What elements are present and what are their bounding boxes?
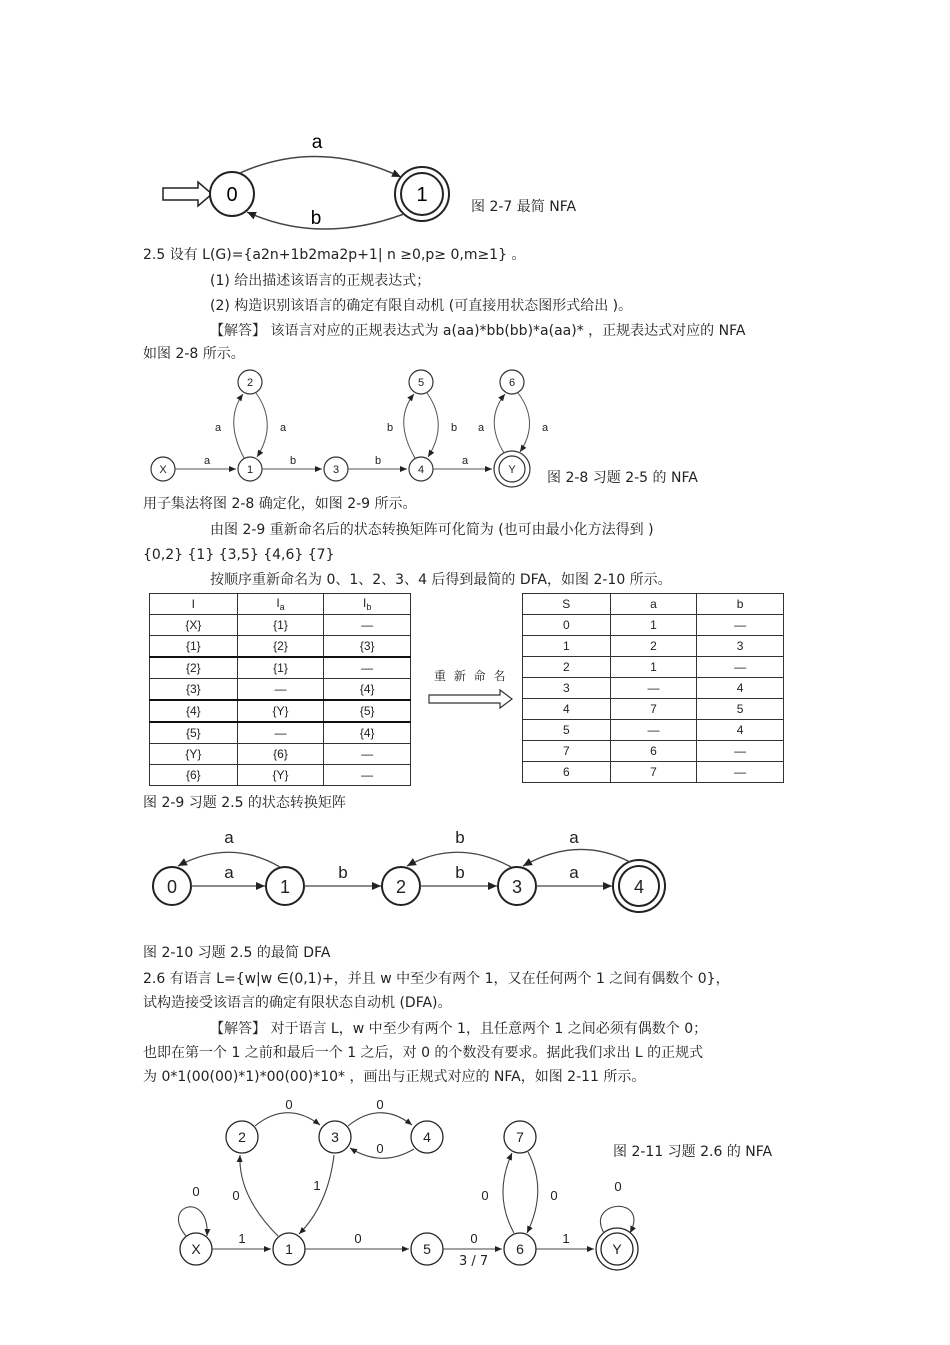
svg-text:a: a [203,455,211,467]
svg-text:X: X [191,1241,201,1257]
figure-2-8-caption: 图 2-8 习题 2-5 的 NFA [547,470,698,486]
problem-2-5-answer-line2: 如图 2-8 所示。 [143,346,245,362]
svg-text:b: b [374,455,382,467]
problem-2-6-line4: 也即在第一个 1 之前和最后一个 1 之后，对 0 的个数没有要求。据此我们求出 L 的正规式 [143,1045,704,1061]
svg-text:b: b [338,863,348,882]
svg-text:Y: Y [612,1241,622,1257]
svg-text:a: a [541,422,549,434]
svg-text:1: 1 [313,1178,321,1193]
nfa211-self-loop-x [178,1207,207,1236]
para-line2: 由图 2-9 重新命名后的状态转换矩阵可化简为 (也可由最小化方法得到 ) [210,522,654,538]
renamed-transition-table: S a b 0 1 — 1 2 3 2 1 — 3 — 4 4 7 5 5 — 4 7 6 — 6 7 — [522,593,784,783]
svg-text:0: 0 [285,1097,293,1112]
svg-text:0: 0 [192,1184,200,1199]
svg-text:1: 1 [246,464,254,476]
svg-text:0: 0 [166,877,178,897]
figure-2-9-caption: 图 2-9 习题 2.5 的状态转换矩阵 [143,795,346,811]
svg-text:0: 0 [376,1097,384,1112]
svg-text:4: 4 [417,464,425,476]
para-line1: 用子集法将图 2-8 确定化，如图 2-9 所示。 [143,496,417,512]
svg-text:2: 2 [395,877,407,897]
svg-text:b: b [386,422,394,434]
svg-text:b: b [455,828,465,847]
problem-2-5-q1: (1) 给出描述该语言的正规表达式； [210,273,431,289]
svg-text:2: 2 [246,377,254,389]
svg-text:a: a [477,422,485,434]
nfa211-edge-6-7 [503,1153,514,1233]
svg-text:a: a [279,422,287,434]
svg-text:3: 3 [511,877,523,897]
svg-text:b: b [450,422,458,434]
svg-text:X: X [159,464,167,476]
svg-text:1: 1 [279,877,291,897]
svg-text:7: 7 [516,1129,524,1145]
svg-text:a: a [569,863,579,882]
nfa211-edge-3-1 [299,1155,334,1234]
problem-2-6-line5: 为 0*1(00(00)*1)*00(00)*10* ，画出与正规式对应的 NFA，如图 2-11 所示。 [143,1069,646,1085]
svg-text:0: 0 [550,1188,558,1203]
svg-text:a: a [224,863,234,882]
svg-text:Y: Y [508,464,516,476]
figure-2-11-caption: 图 2-11 习题 2.6 的 NFA [613,1144,773,1160]
svg-text:2: 2 [238,1129,246,1145]
figure-2-10-caption: 图 2-10 习题 2.5 的最简 DFA [143,945,331,961]
nfa211-edge-3-4 [348,1113,412,1126]
page-number: 3 / 7 [459,1254,489,1269]
svg-text:a: a [224,828,234,847]
para-line4: 按顺序重新命名为 0、1、2、3、4 后得到最简的 DFA，如图 2-10 所示。 [210,572,672,588]
svg-text:3: 3 [332,464,340,476]
problem-2-5-answer-line1: 【解答】 该语言对应的正规表达式为 a(aa)*bb(bb)*a(aa)* ，正规表达式对应的 NFA [210,323,746,339]
problem-2-5-heading: 2.5 设有 L(G)={a2n+1b2ma2p+1| n ≥0,p≥ 0,m≥1} 。 [143,247,526,263]
para-line3: {0,2} {1} {3,5} {4,6} {7} [143,547,335,563]
svg-text:a: a [461,455,469,467]
problem-2-6-line1: 2.6 有语言 L={w|w ∈(0,1)+，并且 w 中至少有两个 1，又在任何两个 1 之间有偶数个 0}， [143,971,730,987]
state-0-label: 0 [226,184,238,206]
svg-text:4: 4 [633,877,645,897]
state-1-label: 1 [416,184,428,206]
svg-text:b: b [455,863,465,882]
svg-text:1: 1 [238,1231,246,1246]
svg-text:a: a [214,422,222,434]
svg-text:5: 5 [417,377,425,389]
svg-text:0: 0 [354,1231,362,1246]
self-loop-y-label: 0 [614,1179,622,1194]
svg-text:4: 4 [423,1129,431,1145]
svg-text:6: 6 [516,1241,524,1257]
svg-text:b: b [289,455,297,467]
edge-bottom-label: b [310,208,322,229]
figure-2-7-caption: 图 2-7 最简 NFA [471,199,577,215]
svg-text:1: 1 [285,1241,293,1257]
subset-transition-table: I $I_a$ $I_b$ {X} {1} — {1} {2} {3} {2} {1} — {3} — {4} {4} {Y} {5} {5} — {4} {Y} {6} — {6} {Y} — [149,593,411,786]
svg-text:5: 5 [423,1241,431,1257]
svg-text:0: 0 [470,1231,478,1246]
nfa211-edge-2-3 [255,1113,320,1126]
svg-text:3: 3 [331,1129,339,1145]
problem-2-6-line2: 试构造接受该语言的确定有限状态自动机 (DFA)。 [143,995,452,1011]
rename-label: 重 新 命 名 [434,669,508,683]
svg-text:6: 6 [508,377,516,389]
problem-2-6-line3: 【解答】 对于语言 L，w 中至少有两个 1，且任意两个 1 之间必须有偶数个 0； [210,1021,708,1037]
svg-text:0: 0 [232,1188,240,1203]
svg-text:a: a [569,828,579,847]
svg-text:0: 0 [481,1188,489,1203]
nfa211-edge-1-2 [240,1155,278,1236]
edge-top-label: a [311,132,323,153]
svg-text:0: 0 [376,1141,384,1156]
svg-text:1: 1 [562,1231,570,1246]
problem-2-5-q2: (2) 构造识别该语言的确定有限自动机 (可直接用状态图形式给出 )。 [210,298,633,314]
nfa211-edge-7-6 [527,1152,538,1233]
